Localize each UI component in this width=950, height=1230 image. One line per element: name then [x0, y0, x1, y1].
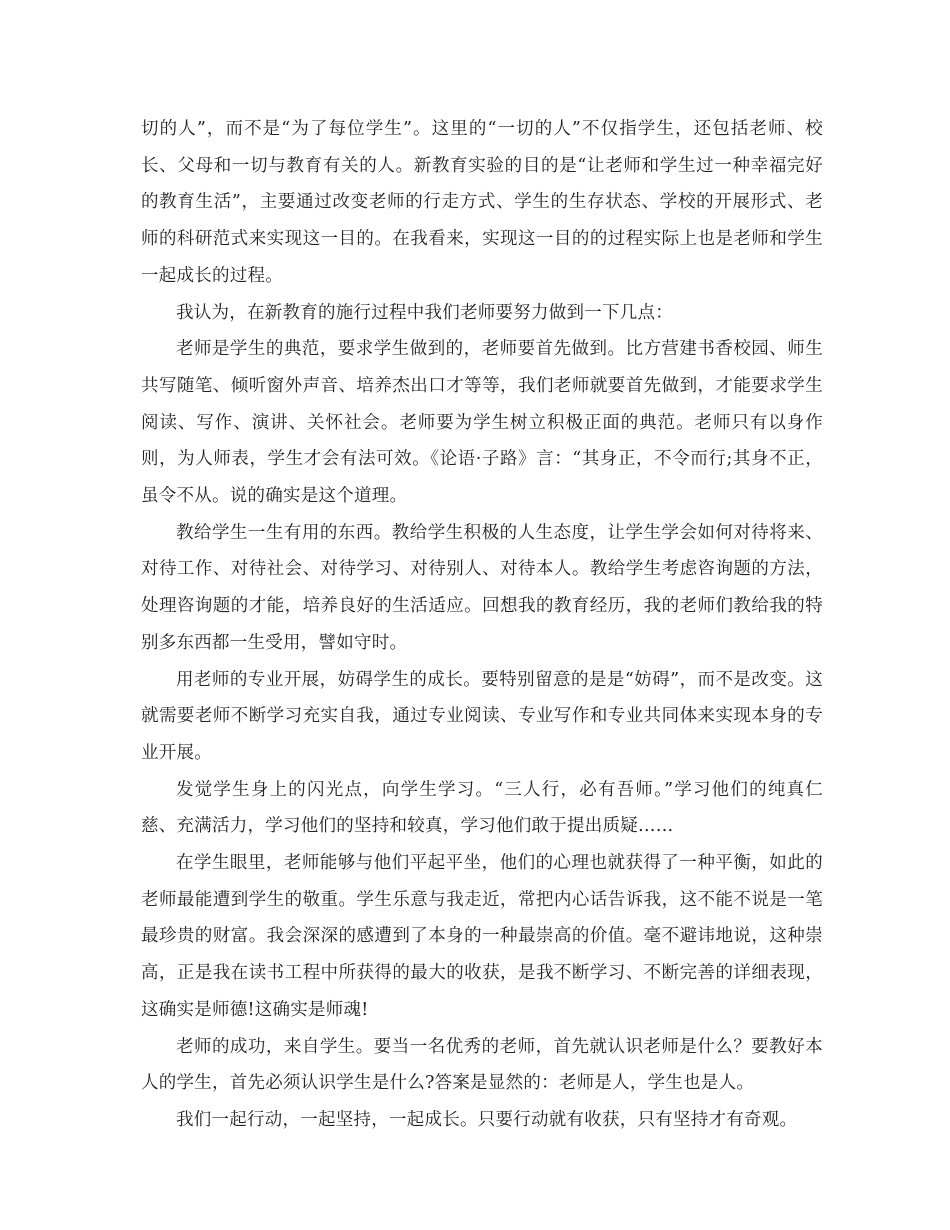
- paragraph-7: 在学生眼里，老师能够与他们平起平坐，他们的心理也就获得了一种平衡，如此的老师最能遭到学生的敬重。学生乐意与我走近，常把内心话告诉我，这不能不说是一笔最珍贵的财富。我会深深的感遭到了本身的一种最崇高的价值。毫不避讳地说，这种崇高，正是我在读书工程中所获得的最大的收获，是我不断学习、不断完善的详细表现，这确实是师德!这确实是师魂!: [141, 853, 823, 1020]
- paragraph-8: 老师的成功，来自学生。要当一名优秀的老师，首先就认识老师是什么？要教好本人的学生，首先必须认识学生是什么?答案是显然的：老师是人，学生也是人。: [141, 1036, 823, 1094]
- paragraph-3: 老师是学生的典范，要求学生做到的，老师要首先做到。比方营建书香校园、师生共写随笔、倾听窗外声音、培养杰出口才等等，我们老师就要首先做到，才能要求学生阅读、写作、演讲、关怀社会。老师要为学生树立积极正面的典范。老师只有以身作则，为人师表，学生才会有法可效。《论语·子路》言：“其身正，不令而行;其身不正，虽令不从。说的确实是这个道理。: [141, 339, 823, 507]
- paragraph-2: 我认为，在新教育的施行过程中我们老师要努力做到一下几点：: [176, 302, 673, 323]
- paragraph-1: 切的人”，而不是“为了每位学生”。这里的“一切的人”不仅指学生，还包括老师、校长、父母和一切与教育有关的人。新教育实验的目的是“让老师和学生过一种幸福完好的教育生活”，主要通过改变老师的行走方式、学生的生存状态、学校的开展形式、老师的科研范式来实现这一目的。在我看来，实现这一目的的过程实际上也是老师和学生一起成长的过程。: [141, 119, 823, 286]
- paragraph-5: 用老师的专业开展，妨碍学生的成长。要特别留意的是是“妨碍”，而不是改变。这就需要老师不断学习充实自我，通过专业阅读、专业写作和专业共同体来实现本身的专业开展。: [141, 669, 823, 763]
- paragraph-9: 我们一起行动，一起坚持，一起成长。只要行动就有收获，只有坚持才有奇观。: [176, 1109, 798, 1130]
- paragraph-6: 发觉学生身上的闪光点，向学生学习。“三人行，必有吾师。”学习他们的纯真仁慈、充满活力，学习他们的坚持和较真，学习他们敢于提出质疑……: [141, 779, 823, 837]
- paragraph-4: 教给学生一生有用的东西。教给学生积极的人生态度，让学生学会如何对待将来、对待工作、对待社会、对待学习、对待别人、对待本人。教给学生考虑咨询题的方法，处理咨询题的才能，培养良好的生活适应。回想我的教育经历，我的老师们教给我的特别多东西都一生受用，譬如守时。: [141, 522, 823, 653]
- document-body: [141, 111, 823, 1139]
